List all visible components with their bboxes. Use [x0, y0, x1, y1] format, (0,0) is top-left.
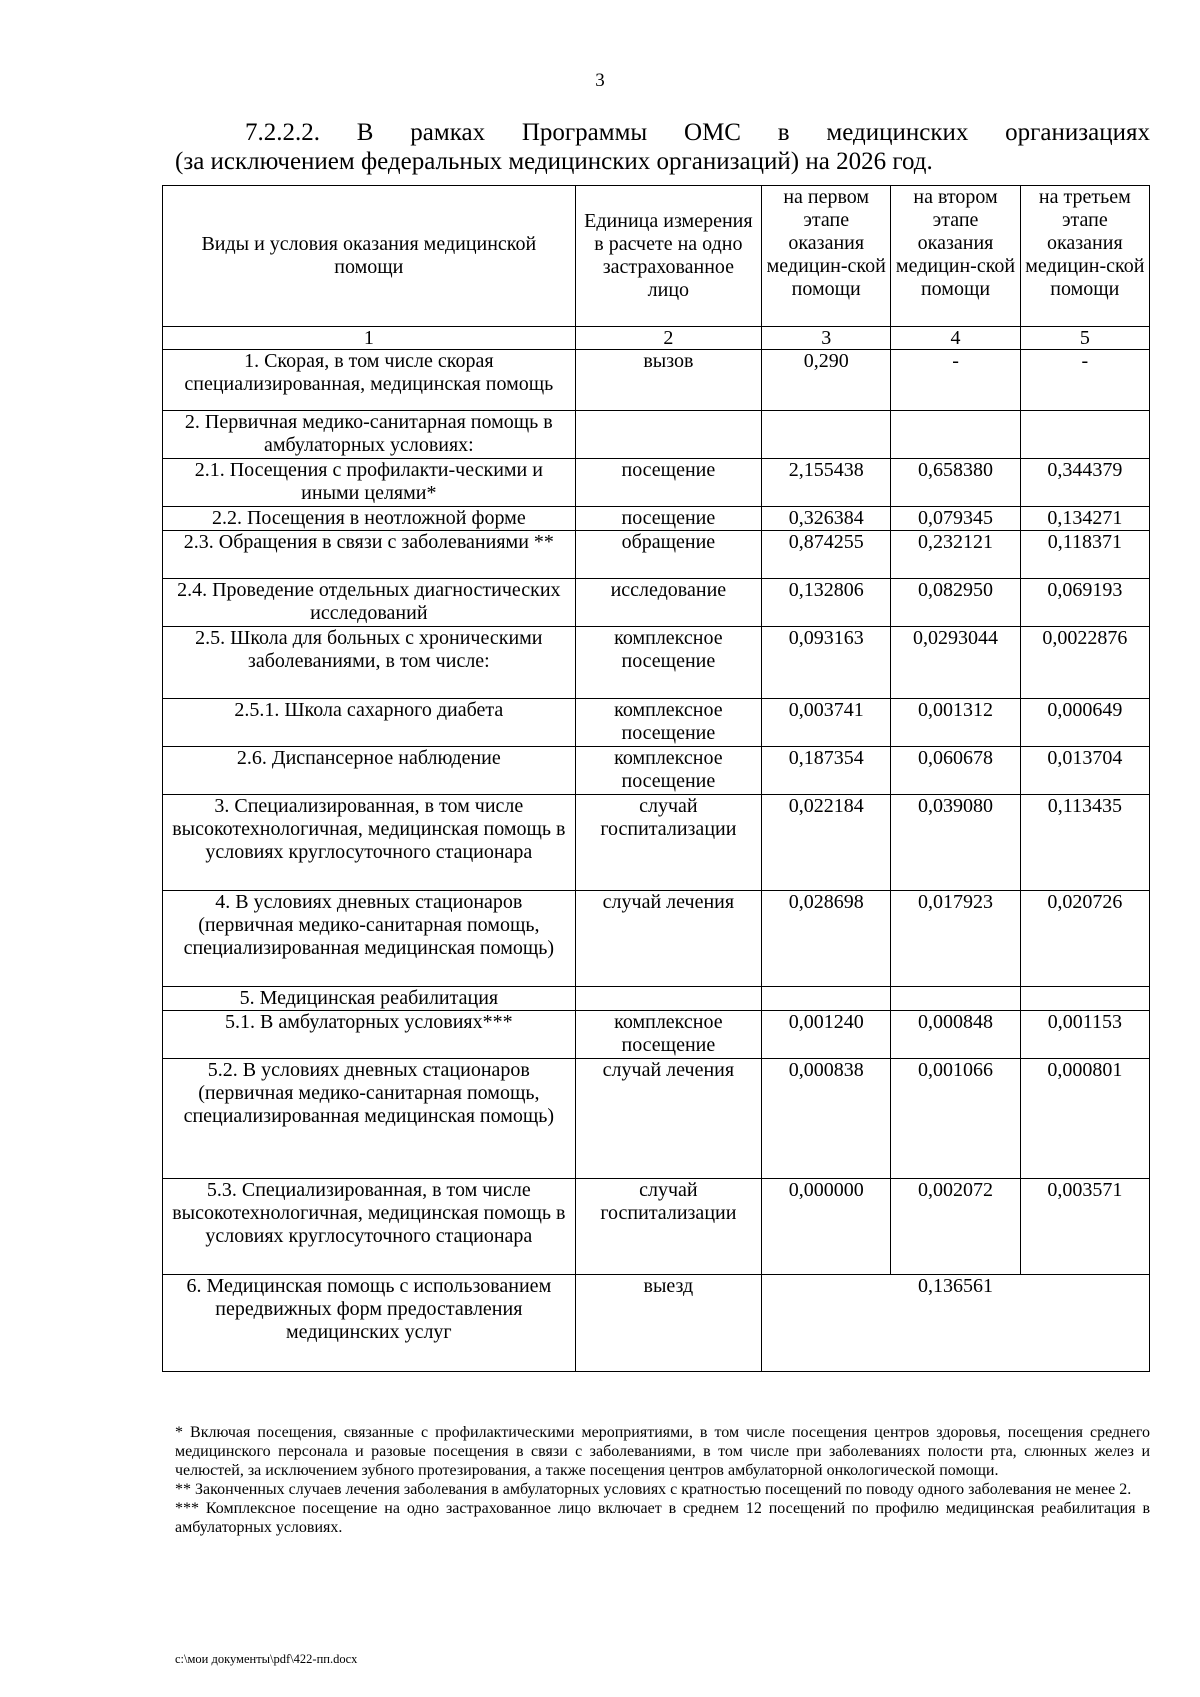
- care-type-cell: 5.2. В условиях дневных стационаров (первичная медико-санитарная помощь, специализированная медицинская помощь): [163, 1059, 576, 1179]
- stage-3-value: 0,020726: [1020, 891, 1149, 987]
- unit-cell: комплексное посещение: [575, 747, 761, 795]
- stage-1-value: 0,093163: [762, 627, 891, 699]
- footnote-1: * Включая посещения, связанные с профилактическими мероприятиями, в том числе посещения центров здоровья, посещения среднего медицинского персонала и разовые посещения в связи с заболеваниями, в том числе при заболеваниях полости рта, слюнных желез и челюстей, за исключением зубного протезирования, а также посещения центров амбулаторной онкологической помощи.: [175, 1424, 1150, 1479]
- unit-cell: исследование: [575, 579, 761, 627]
- care-type-cell: 2.2. Посещения в неотложной форме: [163, 507, 576, 531]
- stage-2-value: 0,658380: [891, 459, 1020, 507]
- stage-2-value: 0,000848: [891, 1011, 1020, 1059]
- unit-cell: посещение: [575, 507, 761, 531]
- stage-3-value: 0,013704: [1020, 747, 1149, 795]
- stage-2-value: 0,002072: [891, 1179, 1020, 1275]
- column-number-row: [163, 327, 1150, 350]
- stage-1-value: 0,028698: [762, 891, 891, 987]
- care-type-cell: 1. Скорая, в том числе скорая специализированная, медицинская помощь: [163, 350, 576, 411]
- footnote-3: *** Комплексное посещение на одно застрахованное лицо включает в среднем 12 посещений по профилю медицинская реабилитация в амбулаторных условиях.: [175, 1500, 1150, 1536]
- header-care-type: Виды и условия оказания медицинской помощи: [163, 186, 576, 327]
- unit-cell: случай лечения: [575, 891, 761, 987]
- stage-1-value: 0,874255: [762, 531, 891, 579]
- care-type-cell: 2.1. Посещения с профилакти-ческими и иными целями*: [163, 459, 576, 507]
- stage-3-value: [1020, 987, 1149, 1011]
- table-row: [163, 459, 1150, 507]
- stage-1-value: 2,155438: [762, 459, 891, 507]
- stage-3-value: 0,069193: [1020, 579, 1149, 627]
- volume-norms-table: [162, 185, 1150, 1372]
- care-type-cell: 5. Медицинская реабилитация: [163, 987, 576, 1011]
- stage-2-value: 0,082950: [891, 579, 1020, 627]
- table-row: [163, 411, 1150, 459]
- table-row: [163, 747, 1150, 795]
- stage-2-value: 0,079345: [891, 507, 1020, 531]
- stage-1-value: 0,022184: [762, 795, 891, 891]
- stage-3-value: -: [1020, 350, 1149, 411]
- unit-cell: комплексное посещение: [575, 699, 761, 747]
- section-heading-line-1: 7.2.2.2. В рамках Программы ОМС в медицинских организациях: [245, 119, 1150, 146]
- stage-3-value: 0,001153: [1020, 1011, 1149, 1059]
- unit-cell: случай госпитализации: [575, 1179, 761, 1275]
- column-number: 3: [762, 327, 891, 350]
- care-type-cell: 2.6. Диспансерное наблюдение: [163, 747, 576, 795]
- stage-3-value: 0,344379: [1020, 459, 1149, 507]
- care-type-cell: 2.5. Школа для больных с хроническими заболеваниями, в том числе:: [163, 627, 576, 699]
- stage-1-value: 0,290: [762, 350, 891, 411]
- stage-1-value: 0,001240: [762, 1011, 891, 1059]
- table-row: [163, 1059, 1150, 1179]
- unit-cell: [575, 411, 761, 459]
- care-type-cell: 2.3. Обращения в связи с заболеваниями **: [163, 531, 576, 579]
- stage-3-value: 0,000649: [1020, 699, 1149, 747]
- table-row: [163, 795, 1150, 891]
- unit-cell: выезд: [575, 1275, 761, 1372]
- column-number: 2: [575, 327, 761, 350]
- header-stage-1: на первом этапе оказания медицин-ской помощи: [762, 186, 891, 327]
- column-number: 1: [163, 327, 576, 350]
- table-row: [163, 350, 1150, 411]
- section-heading: [175, 118, 1150, 176]
- table-row: [163, 891, 1150, 987]
- stage-2-value: 0,0293044: [891, 627, 1020, 699]
- footnotes: [175, 1423, 1150, 1537]
- stage-3-value: 0,113435: [1020, 795, 1149, 891]
- stage-1-value: 0,000838: [762, 1059, 891, 1179]
- stage-2-value: 0,001066: [891, 1059, 1020, 1179]
- header-stage-3: на третьем этапе оказания медицин-ской помощи: [1020, 186, 1149, 327]
- stage-3-value: 0,118371: [1020, 531, 1149, 579]
- file-path: c:\мои документы\pdf\422-пп.docx: [175, 1652, 358, 1666]
- care-type-cell: 6. Медицинская помощь с использованием передвижных форм предоставления медицинских услуг: [163, 1275, 576, 1372]
- unit-cell: посещение: [575, 459, 761, 507]
- care-type-cell: 2.4. Проведение отдельных диагностических исследований: [163, 579, 576, 627]
- column-number: 5: [1020, 327, 1149, 350]
- care-type-cell: 5.3. Специализированная, в том числе высокотехнологичная, медицинская помощь в условиях круглосуточного стационара: [163, 1179, 576, 1275]
- stage-2-value: 0,232121: [891, 531, 1020, 579]
- care-type-cell: 5.1. В амбулаторных условиях***: [163, 1011, 576, 1059]
- unit-cell: случай лечения: [575, 1059, 761, 1179]
- stage-2-value: 0,017923: [891, 891, 1020, 987]
- unit-cell: случай госпитализации: [575, 795, 761, 891]
- unit-cell: обращение: [575, 531, 761, 579]
- header-stage-2: на втором этапе оказания медицин-ской помощи: [891, 186, 1020, 327]
- unit-cell: вызов: [575, 350, 761, 411]
- stage-3-value: 0,000801: [1020, 1059, 1149, 1179]
- footnote-2: ** Законченных случаев лечения заболевания в амбулаторных условиях с кратностью посещений по поводу одного заболевания не менее 2.: [175, 1481, 1132, 1498]
- page-number: 3: [595, 70, 605, 91]
- stage-2-value: 0,060678: [891, 747, 1020, 795]
- column-number: 4: [891, 327, 1020, 350]
- table-row: [163, 507, 1150, 531]
- stage-1-value: [762, 411, 891, 459]
- stage-1-value: 0,000000: [762, 1179, 891, 1275]
- stage-3-value: 0,134271: [1020, 507, 1149, 531]
- stage-3-value: [1020, 411, 1149, 459]
- stage-2-value: 0,039080: [891, 795, 1020, 891]
- unit-cell: комплексное посещение: [575, 1011, 761, 1059]
- table-row: [163, 627, 1150, 699]
- care-type-cell: 4. В условиях дневных стационаров (первичная медико-санитарная помощь, специализированная медицинская помощь): [163, 891, 576, 987]
- stage-2-value: 0,001312: [891, 699, 1020, 747]
- stage-2-value: [891, 411, 1020, 459]
- stage-1-value: 0,003741: [762, 699, 891, 747]
- stage-1-value: 0,187354: [762, 747, 891, 795]
- table-row: [163, 579, 1150, 627]
- stage-3-value: 0,003571: [1020, 1179, 1149, 1275]
- stage-1-value: 0,326384: [762, 507, 891, 531]
- care-type-cell: 3. Специализированная, в том числе высокотехнологичная, медицинская помощь в условиях круглосуточного стационара: [163, 795, 576, 891]
- stage-2-value: -: [891, 350, 1020, 411]
- unit-cell: комплексное посещение: [575, 627, 761, 699]
- table-row: [163, 1179, 1150, 1275]
- table-row: [163, 1275, 1150, 1372]
- stage-2-value: [891, 987, 1020, 1011]
- merged-value-cell: 0,136561: [762, 1275, 1150, 1372]
- table-header-row: [163, 186, 1150, 327]
- table-row: [163, 987, 1150, 1011]
- stage-1-value: 0,132806: [762, 579, 891, 627]
- header-unit: Единица измерения в расчете на одно застрахованное лицо: [575, 186, 761, 327]
- table-row: [163, 1011, 1150, 1059]
- table-row: [163, 699, 1150, 747]
- care-type-cell: 2.5.1. Школа сахарного диабета: [163, 699, 576, 747]
- stage-3-value: 0,0022876: [1020, 627, 1149, 699]
- unit-cell: [575, 987, 761, 1011]
- stage-1-value: [762, 987, 891, 1011]
- care-type-cell: 2. Первичная медико-санитарная помощь в амбулаторных условиях:: [163, 411, 576, 459]
- section-heading-line-2: (за исключением федеральных медицинских организаций) на 2026 год.: [175, 148, 933, 175]
- table-row: [163, 531, 1150, 579]
